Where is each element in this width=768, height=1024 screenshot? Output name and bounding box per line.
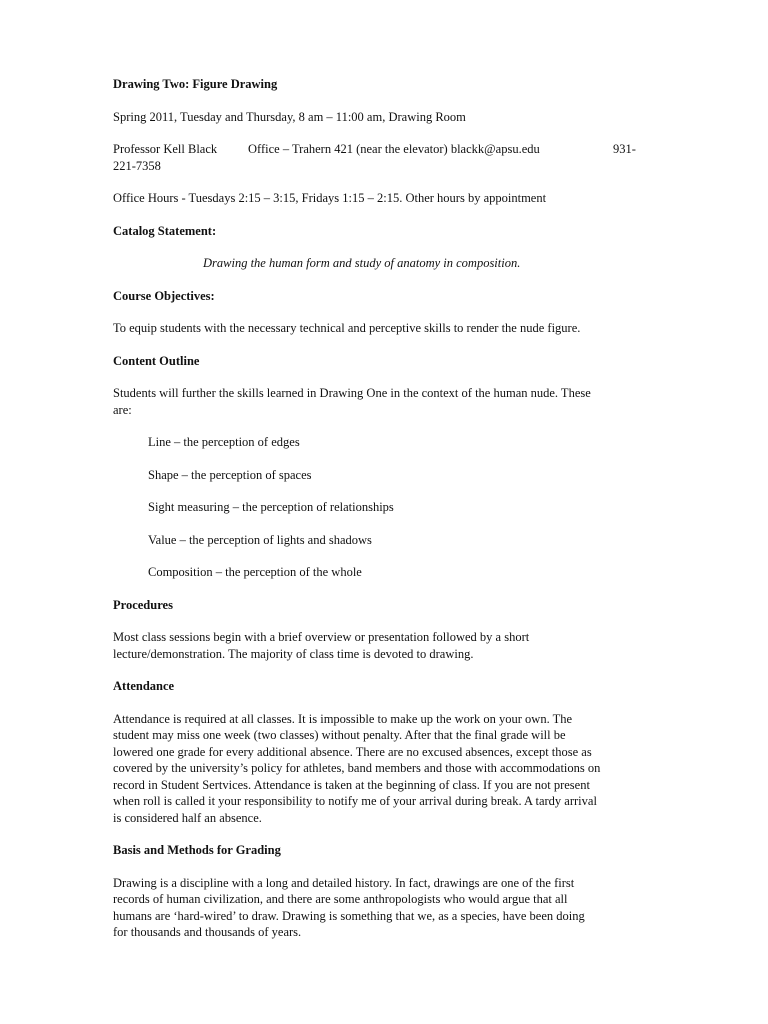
grading-line: humans are ‘hard-wired’ to draw. Drawing is something that we, as a species, have been doing <box>113 908 585 923</box>
catalog-statement: Drawing the human form and study of anatomy in composition. <box>203 256 521 270</box>
attendance-heading: Attendance <box>113 679 175 693</box>
outline-item-composition: Composition – the perception of the whole <box>148 565 362 579</box>
procedures-line: Most class sessions begin with a brief overview or presentation followed by a short <box>113 630 530 644</box>
professor-name: Professor Kell Black <box>113 142 218 156</box>
outline-item-shape: Shape – the perception of spaces <box>148 467 312 482</box>
procedures-heading: Procedures <box>113 597 173 612</box>
attendance-line: record in Student Sertvices. Attendance is taken at the beginning of class. If you are not present <box>113 777 590 792</box>
outline-intro <box>113 385 641 418</box>
syllabus-page <box>113 76 641 941</box>
attendance-line: when roll is called it your responsibility to notify me of your arrival during break. A tardy arrival <box>113 794 597 808</box>
professor-block <box>113 141 641 174</box>
attendance-line: covered by the university’s policy for athletes, band members and those with accommodations on <box>113 761 601 775</box>
outline-intro-line: Students will further the skills learned in Drawing One in the context of the human nude. These <box>113 386 591 400</box>
course-title: Drawing Two: Figure Drawing <box>113 77 278 91</box>
grading-line: for thousands and thousands of years. <box>113 925 302 939</box>
grading-line: Drawing is a discipline with a long and detailed history. In fact, drawings are one of the first <box>113 875 575 890</box>
attendance-line: is considered half an absence. <box>113 810 262 825</box>
course-schedule: Spring 2011, Tuesday and Thursday, 8 am – 11:00 am, Drawing Room <box>113 109 466 124</box>
professor-line <box>113 141 641 158</box>
catalog-heading: Catalog Statement: <box>113 223 217 238</box>
grading-text <box>113 875 641 941</box>
procedures-text <box>113 629 641 662</box>
attendance-text <box>113 711 641 827</box>
objectives-heading: Course Objectives: <box>113 288 215 303</box>
attendance-line: Attendance is required at all classes. It is impossible to make up the work on your own. The <box>113 711 573 726</box>
attendance-line: lowered one grade for every additional absence. There are no excused absences, except those as <box>113 744 592 759</box>
outline-intro-line: are: <box>113 402 132 417</box>
professor-phone-part2: 221-7358 <box>113 158 161 173</box>
outline-heading: Content Outline <box>113 353 200 368</box>
outline-item-line: Line – the perception of edges <box>148 435 300 449</box>
outline-item-sight-measuring: Sight measuring – the perception of relationships <box>148 500 394 514</box>
outline-item-value: Value – the perception of lights and shadows <box>148 532 372 547</box>
grading-line: records of human civilization, and there are some anthropologists who would argue that all <box>113 892 568 906</box>
grading-heading: Basis and Methods for Grading <box>113 843 281 857</box>
professor-phone-part1: 931- <box>613 142 636 156</box>
professor-office: Office – Trahern 421 (near the elevator) blackk@apsu.edu <box>248 142 540 156</box>
procedures-line: lecture/demonstration. The majority of class time is devoted to drawing. <box>113 646 474 661</box>
office-hours: Office Hours - Tuesdays 2:15 – 3:15, Fridays 1:15 – 2:15. Other hours by appointment <box>113 191 547 205</box>
objectives-text: To equip students with the necessary technical and perceptive skills to render the nude figure. <box>113 321 581 335</box>
attendance-line: student may miss one week (two classes) without penalty. After that the final grade will be <box>113 728 566 742</box>
